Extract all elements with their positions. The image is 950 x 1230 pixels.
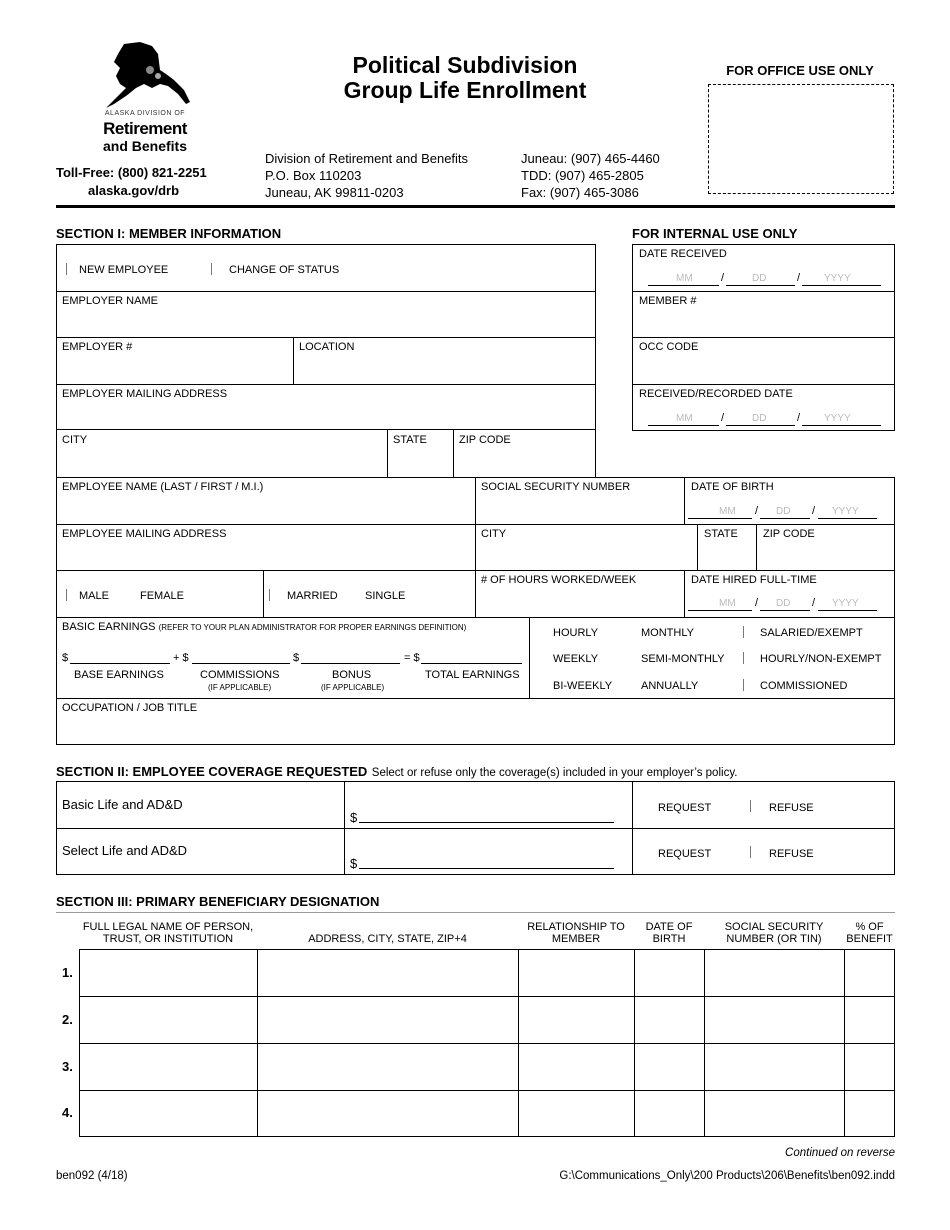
underline	[802, 425, 881, 426]
new-employee-label: NEW EMPLOYEE	[79, 264, 169, 276]
divider	[632, 337, 895, 338]
plus-dollar-sign: + $	[173, 652, 189, 664]
year-placeholder: YYYY	[824, 413, 851, 424]
underline	[726, 285, 795, 286]
divider	[56, 698, 895, 699]
employee-address-label: EMPLOYEE MAILING ADDRESS	[62, 528, 227, 540]
section2-title: SECTION II: EMPLOYEE COVERAGE REQUESTED	[56, 764, 368, 779]
slash: /	[812, 505, 816, 517]
header-line: % OF	[855, 921, 884, 933]
employee-state-input[interactable]	[700, 543, 753, 567]
dollar-sign: $	[350, 810, 358, 825]
divider	[632, 384, 895, 385]
col-header-relationship	[518, 921, 634, 945]
underline	[760, 610, 810, 611]
member-number-label: MEMBER #	[639, 295, 697, 307]
beneficiary-address-input[interactable]	[258, 997, 517, 1042]
divider	[475, 477, 476, 617]
col-header-ssn	[704, 921, 844, 945]
divider	[684, 570, 685, 617]
website: alaska.gov/drb	[88, 183, 180, 198]
ssn-label: SOCIAL SECURITY NUMBER	[481, 481, 631, 493]
beneficiary-name-input[interactable]	[80, 997, 256, 1042]
basic-earnings-title: BASIC EARNINGS	[62, 621, 156, 633]
location-label: LOCATION	[299, 341, 355, 353]
internal-use-title: FOR INTERNAL USE ONLY	[632, 226, 798, 241]
bi-weekly-option[interactable]: BI-WEEKLY	[553, 680, 613, 692]
day-placeholder: DD	[776, 506, 791, 517]
divider	[529, 617, 530, 698]
divider	[632, 781, 633, 875]
basic-life-refuse-checkbox[interactable]	[750, 800, 751, 812]
alaska-map-icon	[100, 40, 196, 112]
employer-name-input[interactable]	[58, 310, 592, 334]
basic-earnings-label	[62, 621, 466, 633]
header-line: TRUST, OR INSTITUTION	[102, 933, 234, 945]
total-earnings-input[interactable]	[421, 663, 522, 664]
continued-note: Continued on reverse	[785, 1147, 895, 1159]
tollfree-number: Toll-Free: (800) 821-2251	[56, 165, 207, 180]
commissioned-checkbox[interactable]	[743, 679, 744, 691]
bonus-note: (IF APPLICABLE)	[321, 683, 385, 692]
basic-life-request[interactable]: REQUEST	[658, 802, 712, 814]
month-placeholder: MM	[719, 598, 736, 609]
total-earnings-label: TOTAL EARNINGS	[425, 669, 520, 681]
female-label: FEMALE	[140, 590, 185, 602]
col-header-name	[79, 921, 257, 945]
date-received-label: DATE RECEIVED	[639, 248, 727, 260]
married-label: MARRIED	[287, 590, 338, 602]
employer-zip-input[interactable]	[456, 449, 592, 473]
month-placeholder: MM	[676, 273, 693, 284]
employer-name-label: EMPLOYER NAME	[62, 295, 158, 307]
employee-name-label: EMPLOYEE NAME (LAST / FIRST / M.I.)	[62, 481, 264, 493]
row-number: 1.	[62, 965, 73, 980]
slash: /	[721, 272, 725, 284]
equals-dollar-sign: = $	[404, 652, 420, 664]
logo-small-text: ALASKA DIVISION OF	[104, 110, 186, 117]
header-line: BENEFIT	[846, 933, 893, 945]
bonus-label: BONUS	[332, 669, 372, 681]
office-use-title: FOR OFFICE USE ONLY	[726, 63, 874, 78]
divider	[704, 949, 705, 1137]
beneficiary-name-input[interactable]	[80, 950, 256, 995]
location-input[interactable]	[296, 356, 592, 380]
section1-title: SECTION I: MEMBER INFORMATION	[56, 226, 282, 241]
phone-line: Juneau: (907) 465-4460	[521, 151, 660, 166]
hourly-option[interactable]: HOURLY	[553, 627, 599, 639]
basic-life-label: Basic Life and AD&D	[62, 797, 183, 812]
base-earnings-label: BASE EARNINGS	[74, 669, 164, 681]
annually-option[interactable]: ANNUALLY	[641, 680, 699, 692]
divider	[56, 430, 57, 477]
phone-numbers	[521, 150, 660, 201]
division-address	[265, 150, 468, 201]
underline	[726, 425, 795, 426]
select-life-refuse: REFUSE	[769, 848, 814, 860]
divider	[56, 828, 895, 829]
hours-input[interactable]	[478, 589, 680, 613]
slash: /	[797, 412, 801, 424]
employer-number-input[interactable]	[58, 356, 290, 380]
section2-heading	[56, 763, 737, 781]
employer-address-input[interactable]	[58, 403, 592, 427]
header-line: BIRTH	[652, 933, 686, 945]
form-number: ben092 (4/18)	[56, 1170, 128, 1182]
commissions-input[interactable]	[192, 663, 290, 664]
change-status-checkbox[interactable]	[211, 263, 212, 275]
beneficiary-address-input[interactable]	[258, 950, 517, 995]
divider	[56, 337, 596, 338]
semi-monthly-option[interactable]: SEMI-MONTHLY	[641, 653, 725, 665]
basic-life-amount-input[interactable]	[359, 822, 614, 823]
occupation-label: OCCUPATION / JOB TITLE	[62, 702, 198, 714]
address-line: Juneau, AK 99811-0203	[265, 185, 404, 200]
col-header-percent	[844, 921, 895, 945]
slash: /	[755, 505, 759, 517]
header-line: DATE OF	[645, 921, 693, 933]
dollar-sign: $	[293, 652, 300, 664]
basic-life-refuse: REFUSE	[769, 802, 814, 814]
office-use-box	[708, 84, 894, 194]
header-line: NUMBER (OR TIN)	[726, 933, 822, 945]
section3-title: SECTION III: PRIMARY BENEFICIARY DESIGNATION	[56, 894, 380, 909]
occ-code-label: OCC CODE	[639, 341, 699, 353]
month-placeholder: MM	[676, 413, 693, 424]
row-number: 4.	[62, 1105, 73, 1120]
dollar-sign: $	[62, 652, 69, 664]
header-line: RELATIONSHIP TO	[527, 921, 625, 933]
ssn-input[interactable]	[478, 496, 680, 520]
form-title-line2: Group Life Enrollment	[343, 77, 587, 103]
commissions-label: COMMISSIONS	[200, 669, 280, 681]
recorded-date-label: RECEIVED/RECORDED DATE	[639, 388, 793, 400]
divider	[844, 949, 845, 1137]
employee-state-label: STATE	[704, 528, 738, 540]
phone-line: Fax: (907) 465-3086	[521, 185, 639, 200]
base-earnings-input[interactable]	[70, 663, 170, 664]
day-placeholder: DD	[752, 273, 767, 284]
col-header-dob	[634, 921, 704, 945]
underline	[648, 285, 719, 286]
divider	[697, 524, 698, 570]
basic-earnings-note: (REFER TO YOUR PLAN ADMINISTRATOR FOR PROPER EARNINGS DEFINITION)	[158, 623, 467, 632]
employee-name-input[interactable]	[58, 496, 472, 520]
hourly-nonexempt-checkbox[interactable]	[743, 652, 744, 664]
select-life-refuse-checkbox[interactable]	[750, 846, 751, 858]
change-status-label: CHANGE OF STATUS	[229, 264, 340, 276]
male-checkbox[interactable]	[66, 589, 67, 601]
salaried-exempt-label: SALARIED/EXEMPT	[760, 627, 863, 639]
date-hired-label: DATE HIRED FULL-TIME	[691, 574, 817, 586]
employee-zip-label: ZIP CODE	[763, 528, 815, 540]
commissions-note: (IF APPLICABLE)	[208, 683, 272, 692]
divider	[632, 291, 895, 292]
day-placeholder: DD	[752, 413, 767, 424]
slash: /	[797, 272, 801, 284]
male-label: MALE	[79, 590, 109, 602]
select-life-label: Select Life and AD&D	[62, 843, 188, 858]
employer-address-label: EMPLOYER MAILING ADDRESS	[62, 388, 228, 400]
beneficiary-address-input[interactable]	[258, 1044, 517, 1089]
beneficiary-name-input[interactable]	[80, 1044, 256, 1089]
hours-label: # OF HOURS WORKED/WEEK	[481, 574, 637, 586]
logo-line1: Retirement	[103, 119, 187, 138]
address-line: Division of Retirement and Benefits	[265, 151, 469, 166]
logo-line2: and Benefits	[102, 138, 187, 154]
employer-state-label: STATE	[393, 434, 427, 446]
underline	[688, 518, 752, 519]
header-line: FULL LEGAL NAME OF PERSON,	[82, 921, 254, 933]
year-placeholder: YYYY	[832, 598, 859, 609]
bonus-input[interactable]	[301, 663, 400, 664]
divider	[684, 477, 685, 524]
slash: /	[755, 597, 759, 609]
employee-address-input[interactable]	[58, 543, 472, 567]
slash: /	[721, 412, 725, 424]
form-title-line1: Political Subdivision	[352, 52, 578, 78]
select-life-request[interactable]: REQUEST	[658, 848, 712, 860]
header-line: MEMBER	[551, 933, 601, 945]
month-placeholder: MM	[719, 506, 736, 517]
employer-number-label: EMPLOYER #	[62, 341, 133, 353]
divider	[756, 524, 757, 570]
employee-city-label: CITY	[481, 528, 507, 540]
header-rule	[56, 205, 895, 208]
beneficiary-name-input[interactable]	[80, 1091, 256, 1136]
year-placeholder: YYYY	[832, 506, 859, 517]
weekly-option[interactable]: WEEKLY	[553, 653, 599, 665]
divider	[56, 384, 596, 385]
underline	[760, 518, 810, 519]
dob-label: DATE OF BIRTH	[691, 481, 774, 493]
row-number: 2.	[62, 1012, 73, 1027]
divider	[293, 337, 294, 384]
monthly-option[interactable]: MONTHLY	[641, 627, 694, 639]
beneficiary-address-input[interactable]	[258, 1091, 517, 1136]
employer-city-input[interactable]	[58, 449, 384, 473]
employer-state-input[interactable]	[390, 449, 450, 473]
employer-zip-label: ZIP CODE	[459, 434, 511, 446]
row-number: 3.	[62, 1059, 73, 1074]
new-employee-checkbox[interactable]	[66, 263, 67, 275]
phone-line: TDD: (907) 465-2805	[521, 168, 644, 183]
day-placeholder: DD	[776, 598, 791, 609]
divider	[518, 949, 519, 1137]
slash: /	[812, 597, 816, 609]
divider	[387, 430, 388, 477]
divider	[56, 617, 895, 618]
col-header-address: ADDRESS, CITY, STATE, ZIP+4	[308, 933, 467, 945]
salaried-checkbox[interactable]	[743, 626, 744, 638]
section2-subtitle: Select or refuse only the coverage(s) included in your employer’s policy.	[371, 767, 738, 779]
divider	[595, 430, 596, 477]
underline	[648, 425, 719, 426]
member-number-input[interactable]	[634, 310, 893, 334]
occ-code-input[interactable]	[634, 356, 893, 380]
commissioned-label: COMMISSIONED	[760, 680, 848, 692]
dollar-sign: $	[350, 856, 358, 871]
divider	[263, 570, 264, 617]
employee-zip-input[interactable]	[759, 543, 892, 567]
employee-city-input[interactable]	[478, 543, 694, 567]
address-line: P.O. Box 110203	[265, 168, 362, 183]
year-placeholder: YYYY	[824, 273, 851, 284]
header-line: SOCIAL SECURITY	[724, 921, 824, 933]
underline	[818, 610, 877, 611]
divider	[344, 781, 345, 875]
underline	[688, 610, 752, 611]
hourly-nonexempt-label: HOURLY/NON-EXEMPT	[760, 653, 882, 665]
divider	[56, 291, 596, 292]
single-label: SINGLE	[365, 590, 406, 602]
underline	[818, 518, 877, 519]
divider	[56, 912, 895, 913]
divider	[634, 949, 635, 1137]
occupation-input[interactable]	[58, 717, 892, 741]
divider	[453, 430, 454, 477]
employer-city-label: CITY	[62, 434, 88, 446]
underline	[802, 285, 881, 286]
file-path: G:\Communications_Only\200 Products\206\Benefits\ben092.indd	[559, 1170, 895, 1182]
married-checkbox[interactable]	[269, 589, 270, 601]
select-life-amount-input[interactable]	[359, 868, 614, 869]
